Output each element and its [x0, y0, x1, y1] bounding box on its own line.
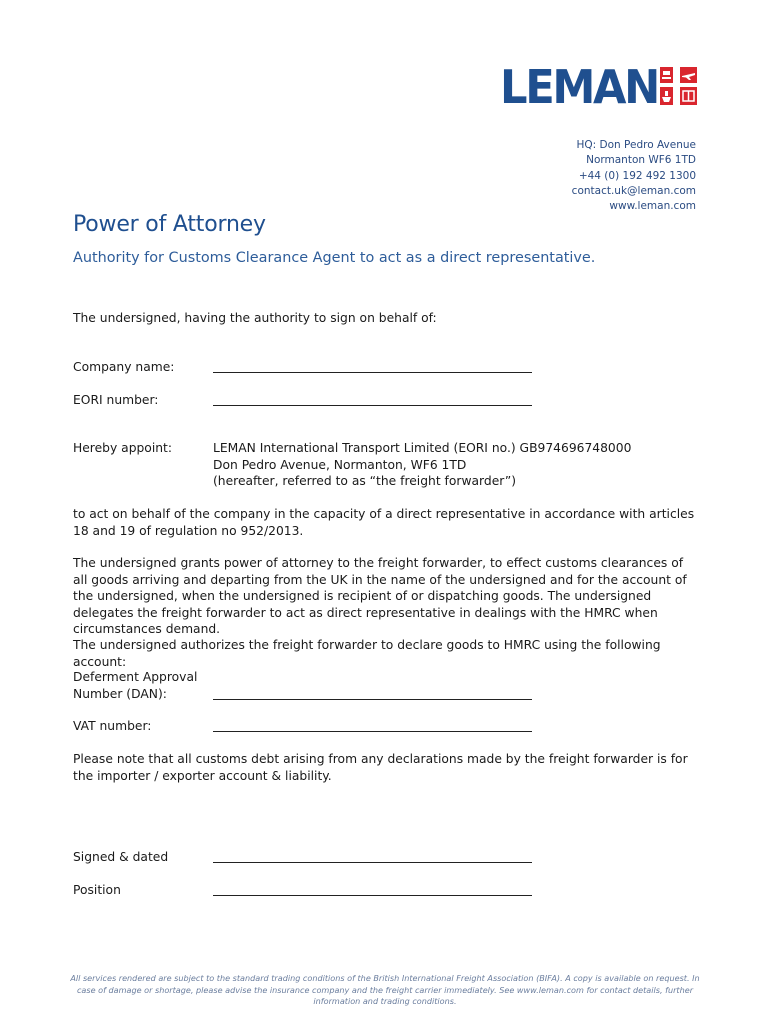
vat-number-field[interactable] [213, 731, 532, 732]
leman-logo [500, 64, 700, 108]
signed-dated-label: Signed & dated [73, 850, 169, 864]
dan-label-line2: Number (DAN): [73, 687, 167, 701]
company-name-label: Company name: [73, 360, 175, 374]
eori-number-field[interactable] [213, 405, 532, 406]
logo-wordmark: LEMAN [500, 64, 658, 108]
dan-number-field[interactable] [213, 699, 532, 700]
appointee-address: Don Pedro Avenue, Normanton, WF6 1TD [213, 458, 467, 472]
position-label: Position [73, 883, 121, 897]
position-field[interactable] [213, 895, 532, 896]
eori-number-label: EORI number: [73, 393, 159, 407]
company-name-field[interactable] [213, 372, 532, 373]
address-line: HQ: Don Pedro Avenue [576, 139, 696, 151]
truck-icon [660, 67, 673, 83]
footer-disclaimer: All services rendered are subject to the standard trading conditions of the British International Freight Association (BIFA). A copy is available on request. In case of damage or shortage, please advise the insurance company and the freight carrier immediately. See www.leman.com for contact details, further information and trading conditions. [70, 973, 700, 1007]
vat-number-label: VAT number: [73, 719, 152, 733]
power-of-attorney-paragraph: The undersigned grants power of attorney to the freight forwarder, to effect customs clearances of all goods arriving and departing from the UK in the name of the undersigned and for the account of the undersigned, when the undersigned is recipient of or dispatching goods. The undersigned delegates the freight forwarder to act as direct representative in dealings with the HMRC when circumstances demand. [73, 556, 687, 636]
intro-text: The undersigned, having the authority to sign on behalf of: [73, 311, 437, 325]
box-icon [680, 87, 697, 105]
company-address [572, 138, 696, 214]
appointee-note: (hereafter, referred to as “the freight forwarder”) [213, 474, 517, 488]
liability-note: Please note that all customs debt arising from any declarations made by the freight forwarder is for the importer / exporter account & liability. [73, 752, 688, 783]
website: www.leman.com [609, 200, 696, 213]
account-paragraph: The undersigned authorizes the freight forwarder to declare goods to HMRC using the following account: [73, 638, 661, 669]
address-line: Normanton WF6 1TD [586, 154, 696, 167]
dan-label-line1: Deferment Approval [73, 670, 198, 684]
hereby-appoint-label: Hereby appoint: [73, 441, 172, 455]
email-address: contact.uk@leman.com [571, 184, 696, 197]
plane-icon [680, 67, 697, 83]
document-subtitle: Authority for Customs Clearance Agent to act as a direct representative. [73, 250, 596, 266]
appointee-line: LEMAN International Transport Limited (EORI no.) GB974696748000 [213, 441, 632, 455]
document-title: Power of Attorney [73, 212, 266, 237]
signed-dated-field[interactable] [213, 862, 532, 863]
representation-paragraph: to act on behalf of the company in the capacity of a direct representative in accordance with articles 18 and 19 of regulation no 952/2013. [73, 507, 695, 538]
ship-icon [660, 87, 673, 105]
phone-number: +44 (0) 192 492 1300 [578, 169, 696, 182]
